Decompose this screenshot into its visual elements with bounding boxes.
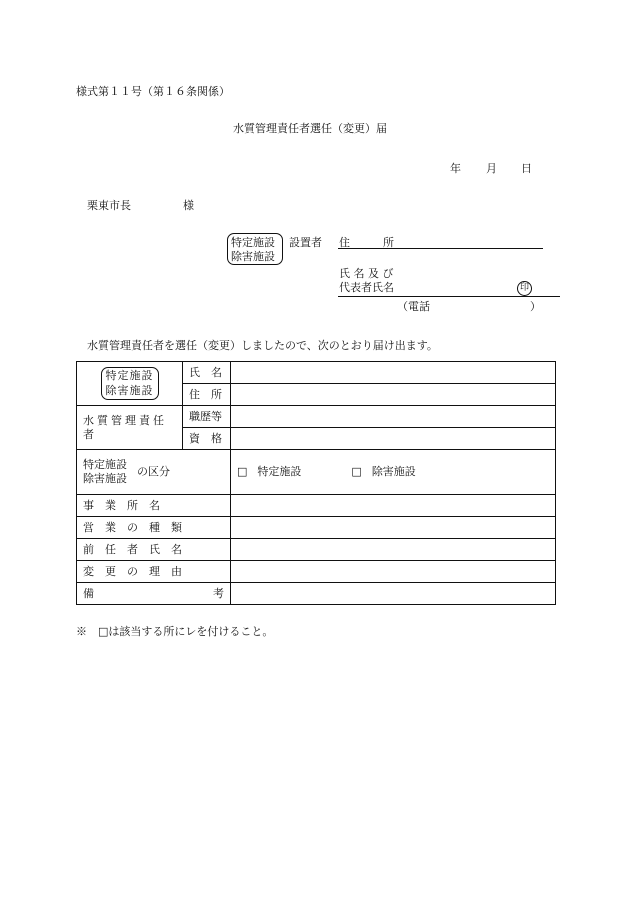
installer-label: 設置者 — [289, 236, 322, 249]
business-type-label: 営 業 の 種 類 — [77, 517, 231, 539]
table-row — [77, 406, 556, 428]
table-row — [77, 495, 556, 517]
date-month-label: 月 — [486, 162, 497, 175]
qualification-label-cell: 資 格 — [183, 428, 231, 450]
business-name-label: 事 業 所 名 — [77, 495, 231, 517]
predecessor-label: 前 任 者 氏 名 — [77, 539, 231, 561]
name-label-line1: 氏 名 及 び — [339, 267, 394, 280]
change-reason-label: 変 更 の 理 由 — [77, 561, 231, 583]
name-label-line2: 代表者氏名 — [339, 281, 394, 294]
date-day-label: 日 — [521, 162, 532, 175]
division-label-cell — [77, 450, 231, 495]
option-specific-label: 特定施設 — [257, 465, 302, 479]
table-row — [77, 517, 556, 539]
category-specific: 特定施設 — [105, 368, 154, 382]
table-row — [77, 561, 556, 583]
address-underline — [338, 248, 543, 249]
recipient: 栗東市長 — [87, 199, 131, 212]
intro-text: 水質管理責任者を選任（変更）しましたので、次のとおり届け出ます。 — [87, 339, 438, 352]
table-row — [77, 583, 556, 605]
division-type-specific: 特定施設 — [83, 457, 127, 471]
category-removal: 除害施設 — [105, 383, 154, 397]
division-suffix: の区分 — [137, 465, 170, 479]
document-title: 水質管理責任者選任（変更）届 — [233, 122, 387, 135]
seal-mark: 印 — [517, 281, 532, 296]
business-name-input[interactable] — [231, 495, 556, 517]
table-row — [77, 539, 556, 561]
notification-table — [76, 361, 556, 605]
table-row — [77, 450, 556, 495]
business-type-input[interactable] — [231, 517, 556, 539]
career-label-cell: 職歴等 — [183, 406, 231, 428]
footnote: ※ □は該当する所にレを付けること。 — [76, 625, 274, 638]
predecessor-input[interactable] — [231, 539, 556, 561]
address-label: 住 所 — [339, 236, 394, 249]
remarks-label-start: 備 — [83, 586, 94, 600]
checkbox-removal[interactable]: □ — [351, 465, 362, 479]
name-input-cell[interactable] — [231, 362, 556, 384]
date-year-label: 年 — [450, 162, 461, 175]
remarks-input[interactable] — [231, 583, 556, 605]
category-bracket — [101, 367, 159, 401]
division-options-cell — [231, 450, 556, 495]
remarks-label — [77, 583, 231, 605]
form-number: 様式第１１号（第１６条関係） — [76, 85, 230, 98]
phone-close: ） — [530, 300, 541, 313]
checkbox-specific[interactable]: □ — [237, 465, 248, 479]
facility-type-specific: 特定施設 — [231, 236, 275, 249]
option-removal-label: 除害施設 — [371, 465, 416, 479]
change-reason-input[interactable] — [231, 561, 556, 583]
address-input-cell[interactable] — [231, 384, 556, 406]
name-label-cell: 氏 名 — [183, 362, 231, 384]
facility-type-removal: 除害施設 — [231, 250, 275, 263]
division-type-removal: 除害施設 — [83, 472, 127, 485]
phone-label: （電話 — [397, 300, 430, 313]
category-cell — [77, 362, 183, 406]
qualification-input-cell[interactable] — [231, 428, 556, 450]
career-input-cell[interactable] — [231, 406, 556, 428]
remarks-label-end: 考 — [213, 586, 224, 600]
table-row — [77, 362, 556, 384]
address-label-cell: 住 所 — [183, 384, 231, 406]
name-underline — [338, 296, 560, 297]
manager-label-cell: 水質管理責任者 — [77, 406, 183, 450]
recipient-honorific: 様 — [183, 199, 194, 212]
